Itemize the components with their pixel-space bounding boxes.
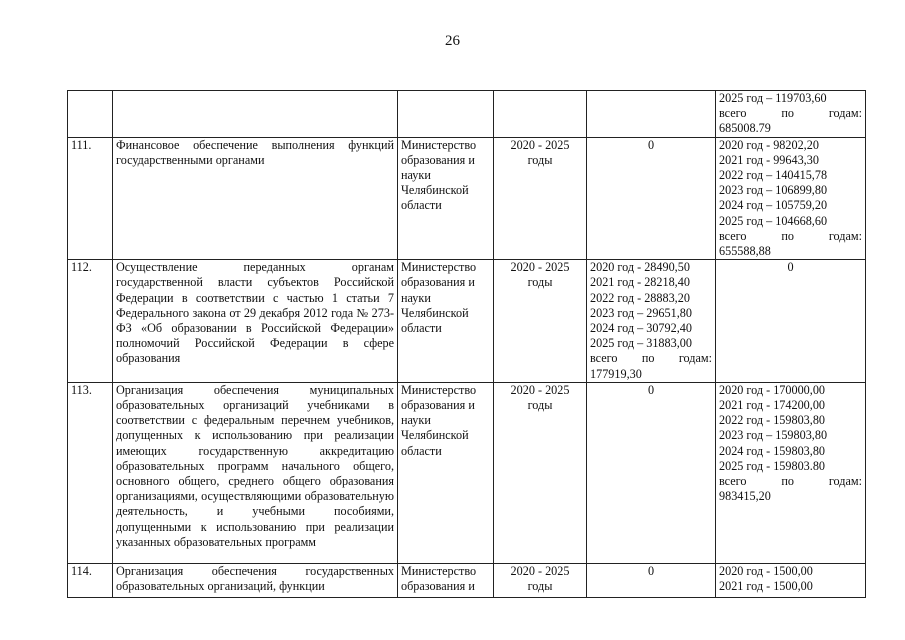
cell-executor: Министерство образования и bbox=[398, 563, 494, 597]
cell-name: Осуществление переданных органам государственной власти субъектов Российской Федерации в соответствии с частью 1 статьи 7 Федерального закона от 29 декабря 2012 года № 273-ФЗ «Об образовании в Российской Федерации» полномочий Российской Федерации в сфере образования bbox=[113, 260, 398, 383]
cell-num: 112. bbox=[68, 260, 113, 383]
federal-year-line: 2021 год - 28218,40 bbox=[590, 275, 690, 290]
cell-period: 2020 - 2025 годы bbox=[494, 563, 587, 597]
cell-name: Организация обеспечения государственных образовательных организаций, функции bbox=[113, 563, 398, 597]
cell-period bbox=[494, 91, 587, 138]
cell-executor bbox=[398, 91, 494, 138]
table-row-carryover bbox=[68, 91, 866, 138]
federal-total-value: 177919,30 bbox=[590, 366, 642, 381]
regional-total-value: 983415,20 bbox=[719, 489, 771, 504]
regional-year-line: 2022 год – 140415,78 bbox=[719, 168, 828, 183]
regional-total-value: 655588,88 bbox=[719, 244, 771, 259]
regional-year-line: 2023 год – 106899,80 bbox=[719, 183, 828, 198]
table-row-113 bbox=[68, 382, 866, 563]
federal-year-line: 2024 год – 30792,40 bbox=[590, 321, 692, 336]
cell-name bbox=[113, 91, 398, 138]
regional-year-line: 2023 год – 159803,80 bbox=[719, 428, 828, 443]
cell-num: 111. bbox=[68, 137, 113, 260]
federal-year-line: 2020 год - 28490,50 bbox=[590, 260, 690, 275]
regional-year-line: 2021 год - 174200,00 bbox=[719, 398, 826, 413]
page-number: 26 bbox=[445, 33, 460, 49]
federal-year-line: 2023 год – 29651,80 bbox=[590, 305, 692, 320]
cell-num: 114. bbox=[68, 563, 113, 597]
table-row-114 bbox=[68, 563, 866, 597]
regional-year-line: 2021 год - 99643,30 bbox=[719, 152, 819, 167]
cell-federal: 0 bbox=[587, 382, 716, 563]
cell-num bbox=[68, 91, 113, 138]
cell-regional bbox=[716, 91, 866, 138]
federal-year-line: 2025 год – 31883,00 bbox=[590, 336, 692, 351]
cell-num: 113. bbox=[68, 382, 113, 563]
regional-year-line: 2024 год – 105759,20 bbox=[719, 198, 828, 213]
cell-period: 2020 - 2025 годы bbox=[494, 382, 587, 563]
regional-year-line: 2020 год - 98202,20 bbox=[719, 137, 819, 152]
regional-total-label: всего по годам: bbox=[719, 228, 862, 243]
cell-federal bbox=[587, 91, 716, 138]
cell-period: 2020 - 2025 годы bbox=[494, 260, 587, 383]
cell-regional bbox=[716, 563, 866, 597]
table-row-112 bbox=[68, 260, 866, 383]
regional-year-line: 2020 год - 1500,00 bbox=[719, 563, 813, 578]
regional-total-value: 685008.79 bbox=[719, 121, 771, 136]
regional-year-line: 2021 год - 1500,00 bbox=[719, 579, 813, 594]
cell-executor: Министерство образования и науки Челябинской области bbox=[398, 260, 494, 383]
cell-regional bbox=[716, 382, 866, 563]
regional-year-line: 2025 год - 159803.80 bbox=[719, 458, 826, 473]
federal-year-line: 2022 год - 28883,20 bbox=[590, 290, 690, 305]
cell-federal: 0 bbox=[587, 137, 716, 260]
measures-table bbox=[67, 90, 866, 598]
cell-regional bbox=[716, 137, 866, 260]
federal-total-label: всего по годам: bbox=[590, 351, 712, 366]
cell-federal bbox=[587, 260, 716, 383]
cell-executor: Министерство образования и науки Челябинской области bbox=[398, 137, 494, 260]
cell-federal: 0 bbox=[587, 563, 716, 597]
cell-name: Организация обеспечения муниципальных образовательных организаций учебниками в соответствии с федеральным перечнем учебников, допущенных к использованию при реализации имеющих государственную аккредитацию образовательных программ начального общего, основного общего, среднего общего образования организациями, осуществляющими образовательную деятельность, и учебными пособиями, допущенными к использованию при реализации указанных образовательных программ bbox=[113, 382, 398, 563]
regional-year-line: 2024 год - 159803,80 bbox=[719, 443, 826, 458]
cell-executor: Министерство образования и науки Челябинской области bbox=[398, 382, 494, 563]
regional-year-line: 2022 год - 159803,80 bbox=[719, 413, 826, 428]
cell-period: 2020 - 2025 годы bbox=[494, 137, 587, 260]
regional-total-label: всего по годам: bbox=[719, 474, 862, 489]
regional-year-line: 2025 год – 119703,60 bbox=[719, 91, 827, 105]
regional-year-line: 2020 год - 170000,00 bbox=[719, 382, 826, 397]
cell-name: Финансовое обеспечение выполнения функций государственными органами bbox=[113, 137, 398, 260]
regional-total-label: всего по годам: bbox=[719, 106, 862, 121]
table-row-111 bbox=[68, 137, 866, 260]
cell-regional: 0 bbox=[716, 260, 866, 383]
regional-year-line: 2025 год – 104668,60 bbox=[719, 213, 828, 228]
